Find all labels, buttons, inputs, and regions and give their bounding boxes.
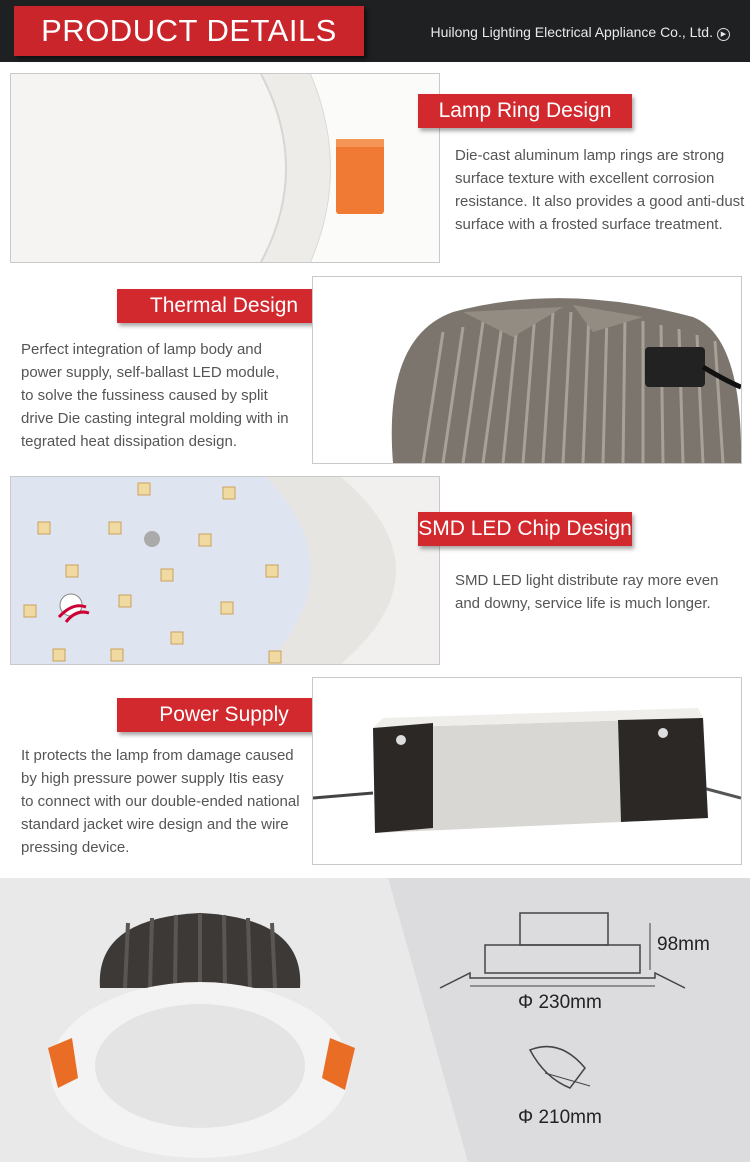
lamp-ring-description	[455, 144, 745, 236]
company-link[interactable]	[430, 24, 730, 41]
bottom-panel-image	[0, 878, 750, 1162]
height-dimension: 98mm	[657, 934, 710, 955]
description-line: resistance. It also provides a good anti-dust	[455, 193, 745, 210]
play-arrow-icon: ▶	[717, 28, 730, 41]
led-board-photo	[10, 476, 440, 665]
power-supply-image	[313, 678, 741, 864]
description-line: Die-cast aluminum lamp rings are strong	[455, 147, 725, 164]
description-line: power supply, self-ballast LED module,	[21, 364, 280, 381]
power-supply-description	[21, 744, 306, 859]
page-title: PRODUCT DETAILS	[41, 13, 337, 48]
description-line: surface texture with excellent corrosion	[455, 170, 715, 187]
company-name: Huilong Lighting Electrical Appliance Co., Ltd.	[430, 24, 713, 40]
power-supply-photo	[312, 677, 742, 865]
bottom-panel	[0, 878, 750, 1162]
lamp-ring-photo	[10, 73, 440, 263]
description-line: standard jacket wire design and the wire	[21, 816, 289, 833]
power-supply-title: Power Supply	[117, 698, 331, 732]
heatsink-photo	[312, 276, 742, 464]
cutout-dimension: Φ 210mm	[518, 1107, 602, 1128]
description-line: surface with a frosted surface treatment.	[455, 216, 723, 233]
led-board-image	[11, 477, 439, 664]
thermal-description	[21, 338, 306, 453]
smd-led-description	[455, 569, 745, 615]
description-line: by high pressure power supply Itis easy	[21, 770, 284, 787]
description-line: to connect with our double-ended national	[21, 793, 300, 810]
description-line: to solve the fussiness caused by split	[21, 387, 268, 404]
description-line: pressing device.	[21, 839, 130, 856]
description-line: Perfect integration of lamp body and	[21, 341, 262, 358]
description-line: SMD LED light distribute ray more even	[455, 572, 719, 589]
description-line: It protects the lamp from damage caused	[21, 747, 294, 764]
thermal-title: Thermal Design	[117, 289, 331, 323]
description-line: and downy, service life is much longer.	[455, 595, 711, 612]
diameter-dimension: Φ 230mm	[518, 992, 602, 1013]
lamp-ring-title: Lamp Ring Design	[418, 94, 632, 128]
heatsink-image	[313, 277, 741, 463]
description-line: drive Die casting integral molding with in	[21, 410, 289, 427]
header-title-badge	[14, 6, 364, 56]
header-bar	[0, 0, 750, 62]
smd-led-title: SMD LED Chip Design	[418, 512, 632, 546]
lamp-ring-image	[11, 74, 439, 262]
description-line: tegrated heat dissipation design.	[21, 433, 237, 450]
